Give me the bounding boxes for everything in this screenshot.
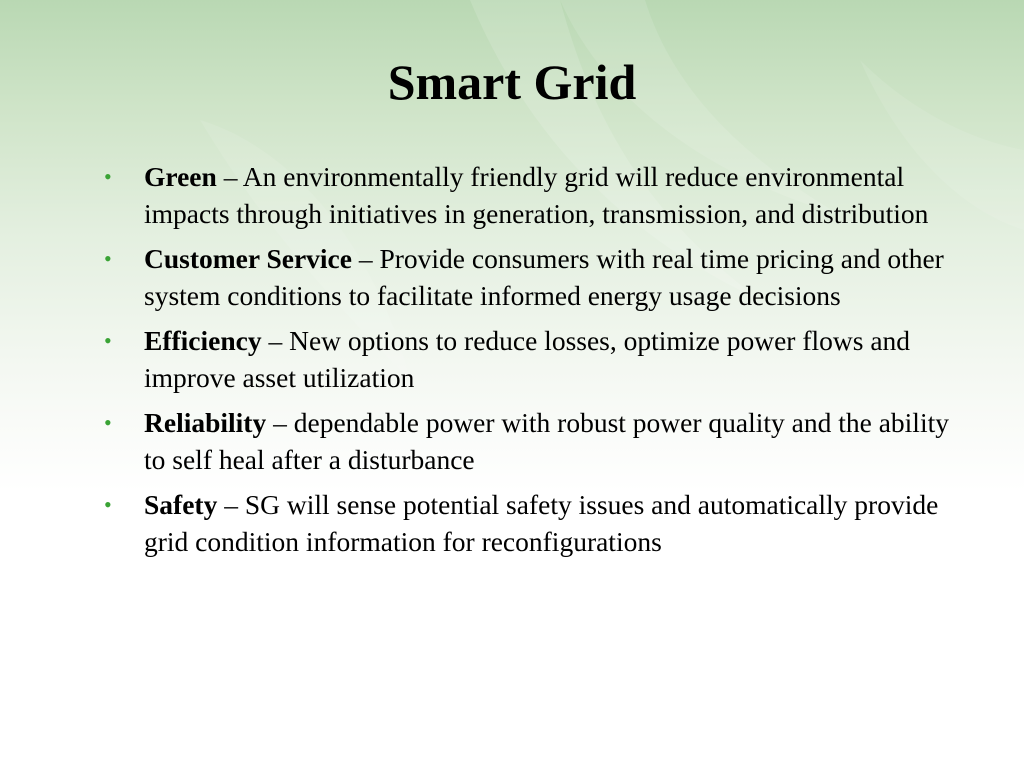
bullet-item-efficiency <box>104 322 954 396</box>
bullet-term: Customer Service <box>144 243 352 274</box>
bullet-description: – An environmentally friendly grid will reduce environmental impacts through initiatives in generation, transmission, and distribution <box>144 161 929 229</box>
bullet-marker-icon: • <box>104 492 112 517</box>
bullet-marker-icon: • <box>104 246 112 271</box>
bullet-description: – New options to reduce losses, optimize power flows and improve asset utilization <box>144 325 911 393</box>
bullet-description: – Provide consumers with real time pricing and other system conditions to facilitate informed energy usage decisions <box>144 243 944 311</box>
bullet-marker-icon: • <box>104 410 112 435</box>
bullet-marker-icon: • <box>104 328 112 353</box>
bullet-term: Safety <box>144 489 218 520</box>
bullet-description: – dependable power with robust power quality and the ability to self heal after a disturbance <box>144 407 949 475</box>
bullet-item-safety <box>104 486 954 560</box>
bullet-item-green <box>104 158 954 232</box>
bullet-item-customer-service <box>104 240 954 314</box>
bullet-term: Efficiency <box>144 325 262 356</box>
bullet-list <box>104 158 954 568</box>
slide-title: Smart Grid <box>387 54 637 110</box>
bullet-term: Reliability <box>144 407 267 438</box>
bullet-description: – SG will sense potential safety issues and automatically provide grid condition information for reconfigurations <box>144 489 939 557</box>
bullet-marker-icon: • <box>104 164 112 189</box>
bullet-item-reliability <box>104 404 954 478</box>
bullet-term: Green <box>144 161 217 192</box>
